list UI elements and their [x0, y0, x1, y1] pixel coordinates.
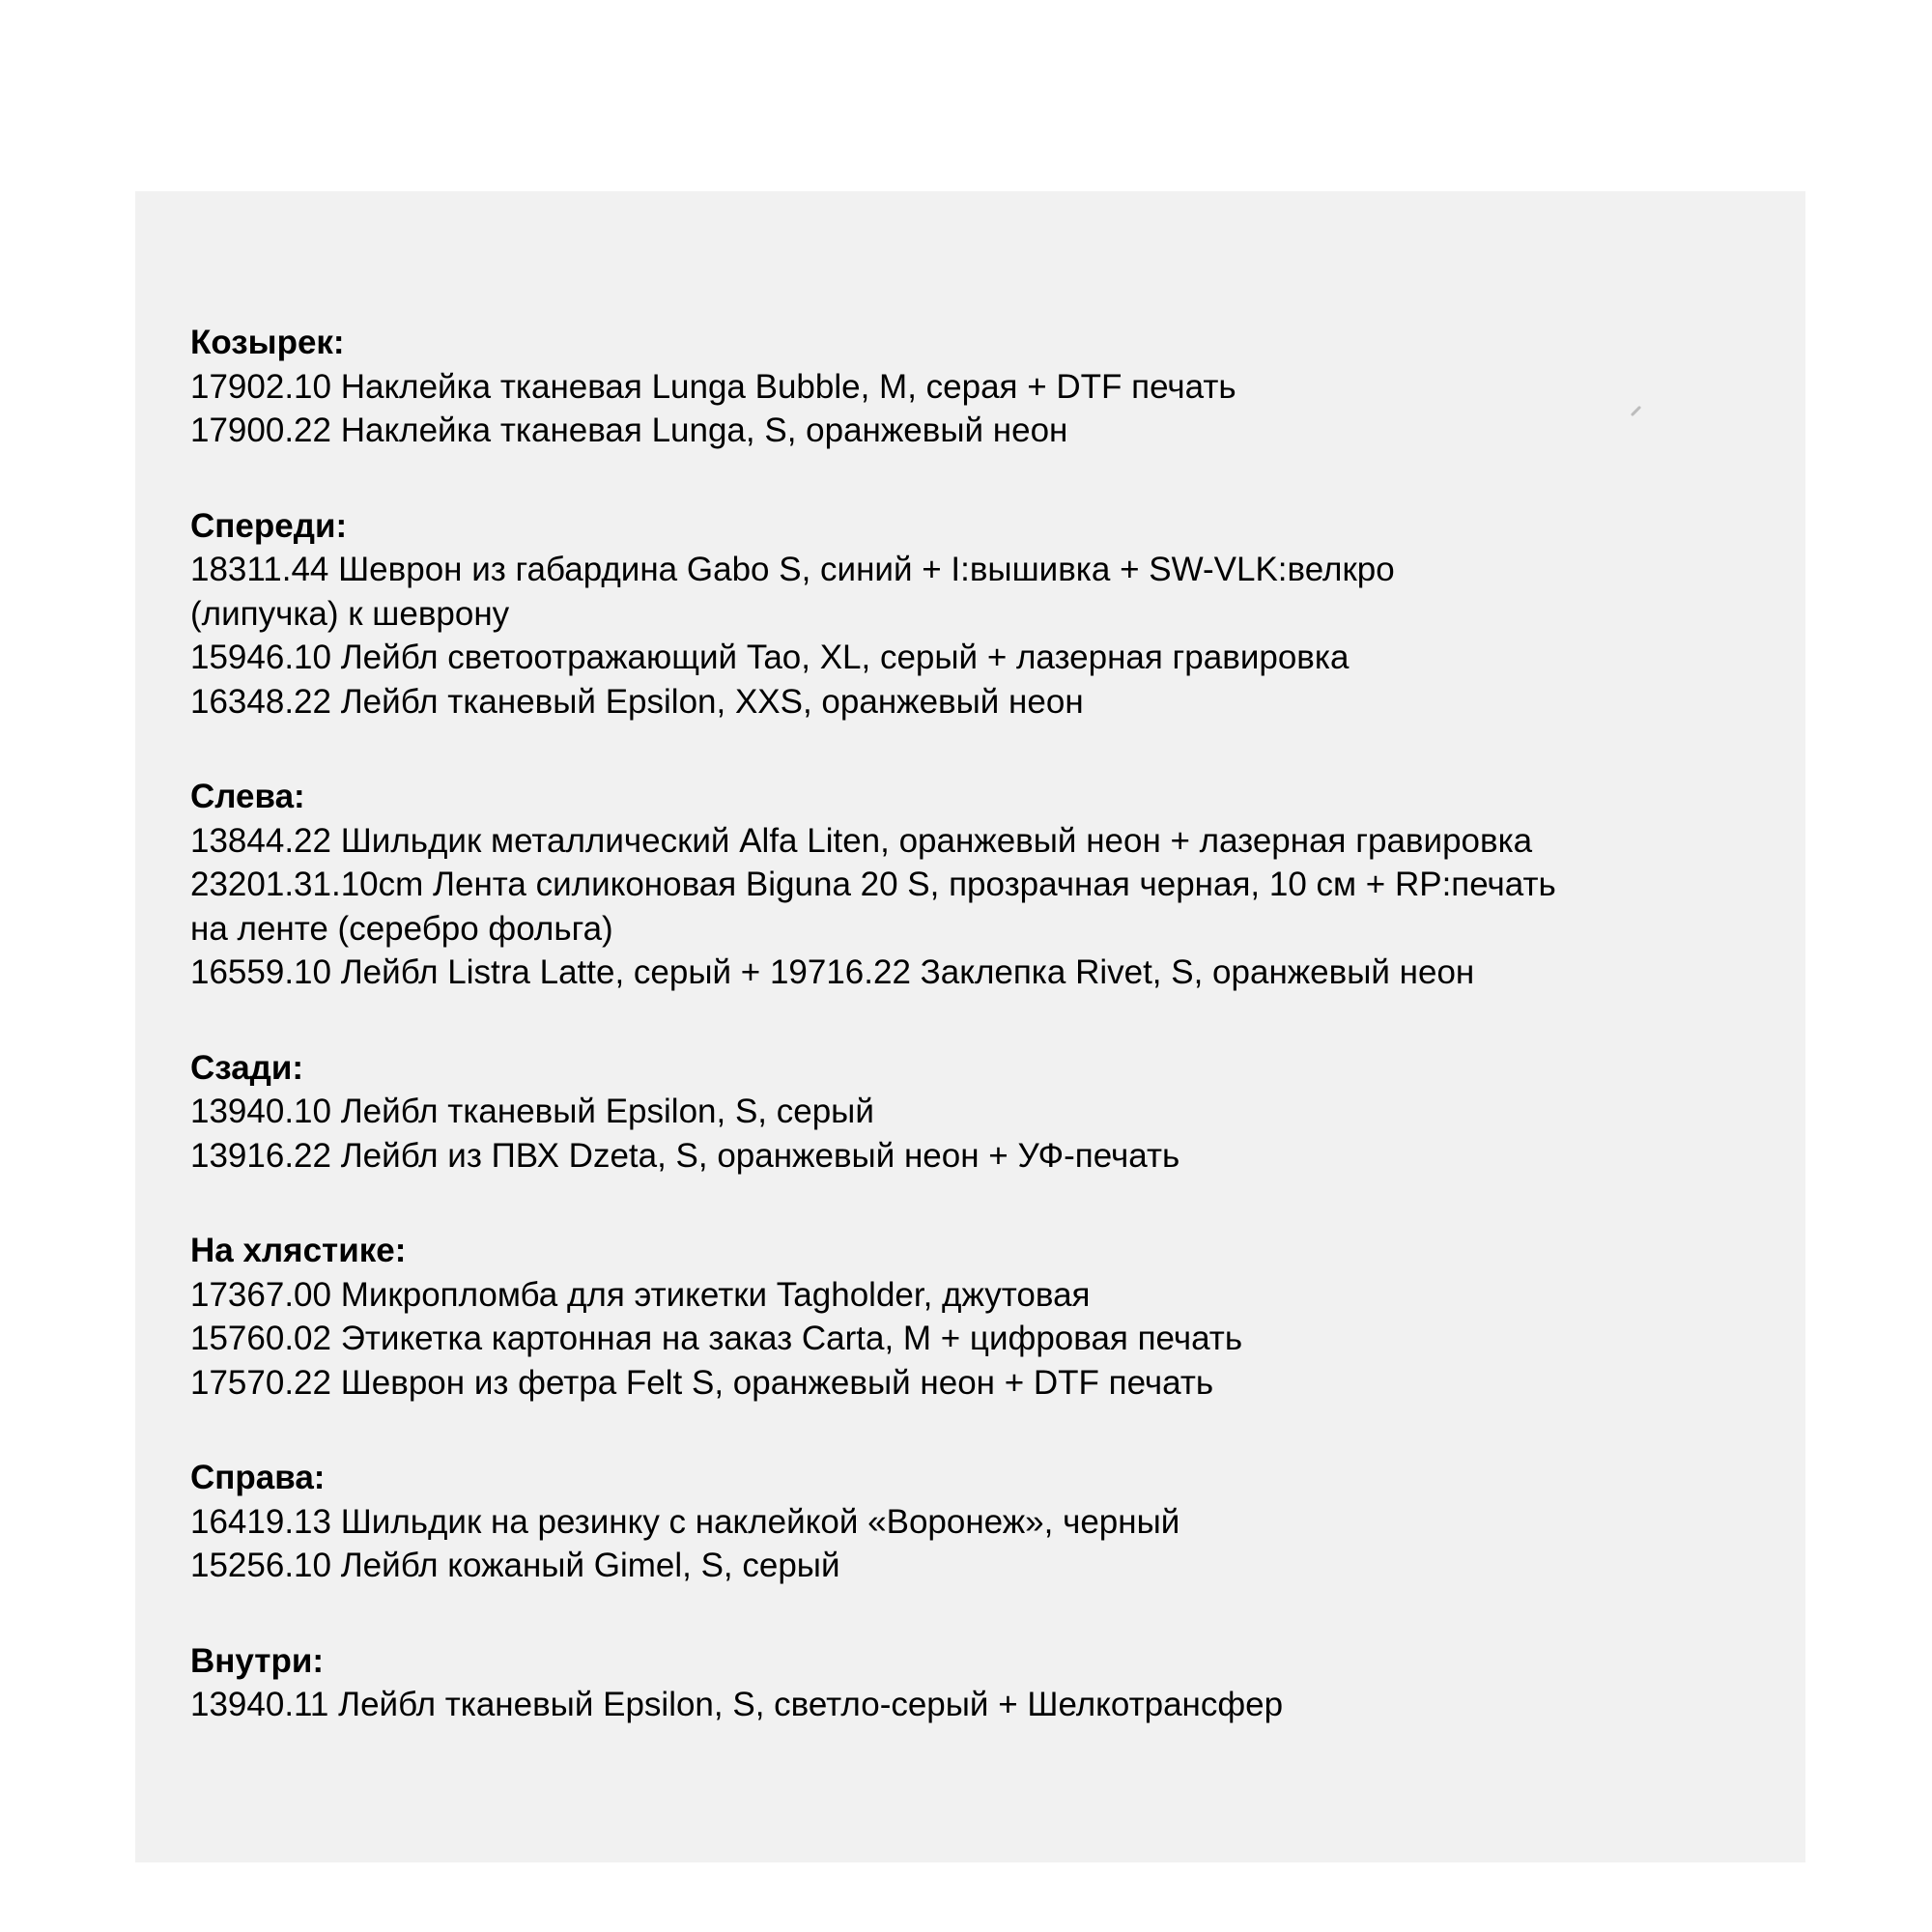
section-back	[190, 1046, 1776, 1179]
spec-line: 13916.22 Лейбл из ПВХ Dzeta, S, оранжевый неон + УФ-печать	[190, 1136, 1180, 1175]
spec-line: 16559.10 Лейбл Listra Latte, серый + 19716.22 Заклепка Rivet, S, оранжевый неон	[190, 953, 1475, 991]
section-right	[190, 1456, 1776, 1588]
spec-line: 17570.22 Шеврон из фетра Felt S, оранжевый неон + DTF печать	[190, 1363, 1214, 1402]
spec-line: на ленте (серебро фольга)	[190, 909, 613, 948]
spec-sheet	[135, 191, 1805, 1862]
spec-line: 13940.11 Лейбл тканевый Epsilon, S, светло-серый + Шелкотрансфер	[190, 1686, 1284, 1723]
spec-line: 15256.10 Лейбл кожаный Gimel, S, серый	[190, 1547, 840, 1584]
spec-line: (липучка) к шеврону	[190, 594, 510, 633]
spec-line: 15946.10 Лейбл светоотражающий Tao, XL, серый + лазерная гравировка	[190, 639, 1350, 676]
section-title: Внутри:	[190, 1641, 325, 1680]
spec-line: 13844.22 Шильдик металлический Alfa Liten, оранжевый неон + лазерная гравировка	[190, 821, 1533, 860]
section-title: Слева:	[190, 778, 305, 815]
spec-line: 13940.10 Лейбл тканевый Epsilon, S, серый	[190, 1093, 874, 1130]
section-title: Справа:	[190, 1459, 326, 1496]
section-title: Сзади:	[190, 1048, 304, 1087]
section-vizor	[190, 321, 1776, 453]
spec-line: 16348.22 Лейбл тканевый Epsilon, XXS, оранжевый неон	[190, 682, 1084, 721]
spec-line: 17902.10 Наклейка тканевая Lunga Bubble, M, серая + DTF печать	[190, 367, 1236, 406]
section-title: Спереди:	[190, 506, 348, 545]
spec-line: 18311.44 Шеврон из габардина Gabo S, синий + I:вышивка + SW-VLK:велкро	[190, 551, 1395, 588]
section-inside	[190, 1639, 1776, 1727]
section-front	[190, 504, 1776, 724]
spec-content	[190, 321, 1776, 1727]
section-left	[190, 775, 1776, 995]
section-title: Козырек:	[190, 324, 345, 361]
spec-line: 17367.00 Микропломба для этикетки Tagholder, джутовая	[190, 1275, 1091, 1314]
spec-line: 17900.22 Наклейка тканевая Lunga, S, оранжевый неон	[190, 412, 1068, 449]
spec-line: 23201.31.10cm Лента силиконовая Biguna 20 S, прозрачная черная, 10 см + RP:печать	[190, 866, 1556, 903]
section-strap	[190, 1229, 1776, 1405]
spec-line: 16419.13 Шильдик на резинку с наклейкой «Воронеж», черный	[190, 1502, 1180, 1541]
section-title: На хлястике:	[190, 1232, 407, 1269]
spec-line: 15760.02 Этикетка картонная на заказ Carta, M + цифровая печать	[190, 1320, 1243, 1357]
